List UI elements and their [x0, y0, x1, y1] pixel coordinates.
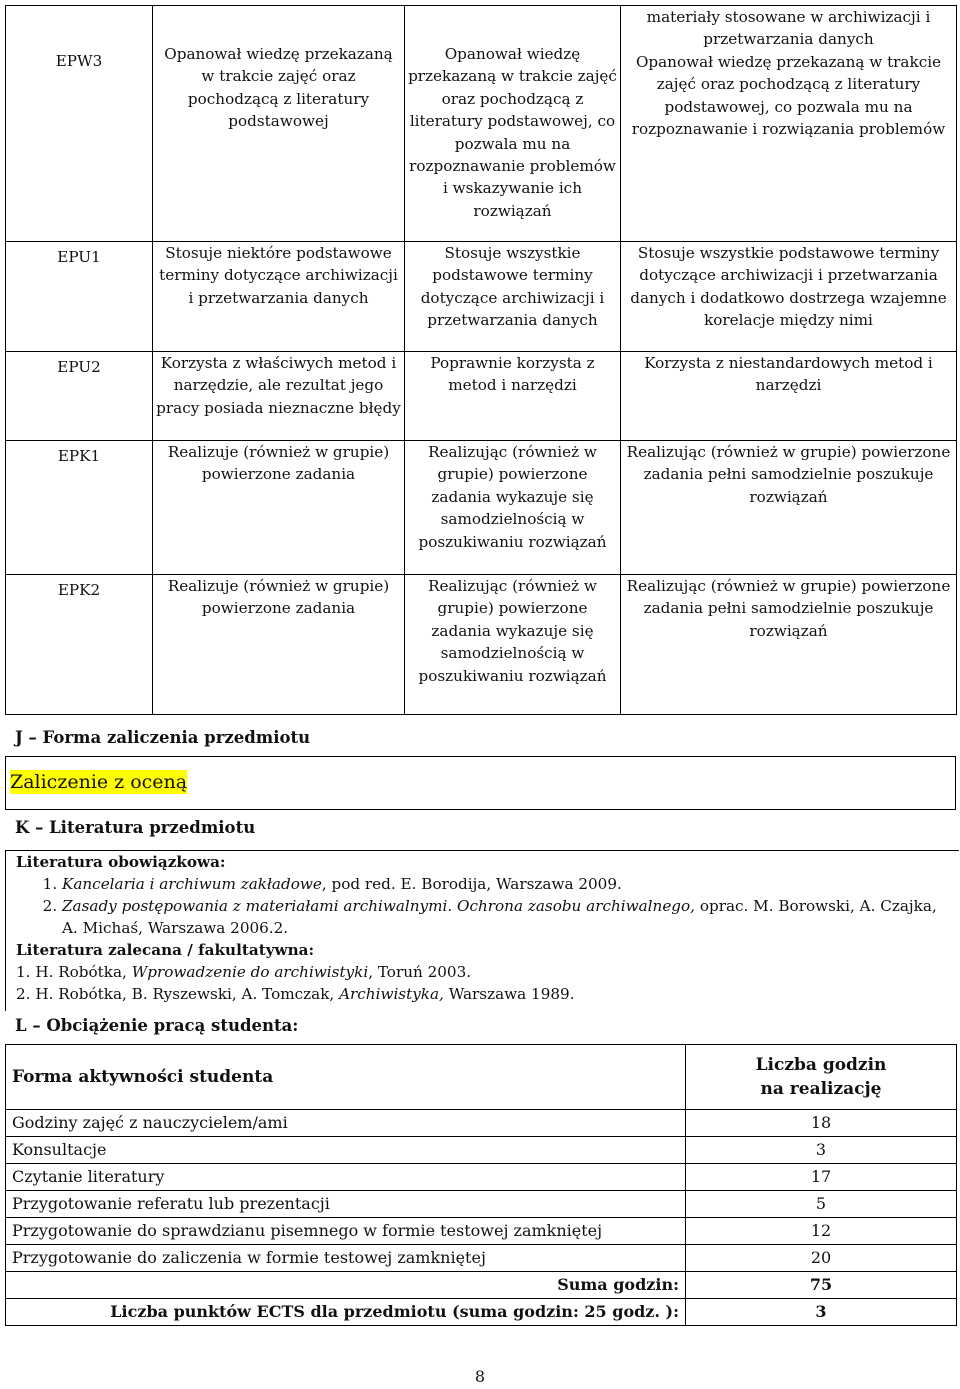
- effect-grade-4: Realizując (również w grupie) powierzone zadania wykazuje się samodzielnością w poszukiwaniu rozwiązań: [405, 441, 621, 575]
- activity-cell: Przygotowanie referatu lub prezentacji: [6, 1191, 686, 1218]
- table-row: [6, 1137, 957, 1164]
- sum-label: Suma godzin:: [6, 1272, 686, 1299]
- effect-grade-5: Stosuje wszystkie podstawowe terminy dotyczące archiwizacji i przetwarzania danych i dodatkowo dostrzega wzajemne korelacje między nimi: [621, 242, 957, 352]
- effect-grade-3: Realizuje (również w grupie) powierzone zadania: [153, 441, 405, 575]
- effect-code: EPU2: [6, 352, 153, 441]
- effect-grade-4: Poprawnie korzysta z metod i narzędzi: [405, 352, 621, 441]
- table-row: [6, 1245, 957, 1272]
- table-row: [6, 1191, 957, 1218]
- hours-cell: 18: [686, 1110, 957, 1137]
- effect-continuation-text: materiały stosowane w archiwizacji i przetwarzania danych: [646, 8, 931, 49]
- effect-grade-3: Opanował wiedzę przekazaną w trakcie zajęć oraz pochodzącą z literatury podstawowej: [153, 6, 405, 242]
- activity-cell: Konsultacje: [6, 1137, 686, 1164]
- sum-value: 75: [686, 1272, 957, 1299]
- effect-code: EPW3: [6, 6, 153, 242]
- column-header-hours: Liczba godzin na realizację: [686, 1045, 957, 1110]
- list-item: 1. H. Robótka, Wprowadzenie do archiwistyki, Toruń 2003.: [16, 963, 472, 981]
- grading-form-value: Zaliczenie z oceną: [10, 771, 188, 793]
- hours-cell: 17: [686, 1164, 957, 1191]
- section-l-heading: L – Obciążenie pracą studenta:: [15, 1016, 299, 1035]
- table-row: [6, 1164, 957, 1191]
- activity-cell: Przygotowanie do sprawdzianu pisemnego w formie testowej zamkniętej: [6, 1218, 686, 1245]
- activity-cell: Godziny zajęć z nauczycielem/ami: [6, 1110, 686, 1137]
- workload-table: [5, 1044, 957, 1326]
- ects-label: Liczba punktów ECTS dla przedmiotu (suma godzin: 25 godz. ):: [6, 1299, 686, 1326]
- section-k-heading: K – Literatura przedmiotu: [15, 818, 256, 837]
- column-header-activity: Forma aktywności studenta: [6, 1045, 686, 1110]
- literature-box: [5, 850, 959, 1011]
- section-j-box: [5, 756, 956, 810]
- effect-grade-5: [621, 6, 957, 242]
- effect-grade-5-text: Opanował wiedzę przekazaną w trakcie zajęć oraz pochodzącą z literatury podstawowej, co pozwala mu na rozpoznawanie i rozwiązania problemów: [631, 52, 946, 139]
- effect-code: EPK1: [6, 441, 153, 575]
- required-literature-list: [16, 873, 946, 939]
- effect-grade-4: Opanował wiedzę przekazaną w trakcie zajęć oraz pochodzącą z literatury podstawowej, co pozwala mu na rozpoznawanie problemów i wskazywanie ich rozwiązań: [405, 6, 621, 242]
- sum-row: [6, 1272, 957, 1299]
- effect-grade-4: Stosuje wszystkie podstawowe terminy dotyczące archiwizacji i przetwarzania danych: [405, 242, 621, 352]
- effect-code: EPK2: [6, 575, 153, 715]
- ects-row: [6, 1299, 957, 1326]
- page-number: 8: [474, 1367, 486, 1386]
- activity-cell: Przygotowanie do zaliczenia w formie testowej zamkniętej: [6, 1245, 686, 1272]
- required-literature-label: Literatura obowiązkowa:: [16, 853, 226, 871]
- effect-grade-5: Realizując (również w grupie) powierzone zadania pełni samodzielnie poszukuje rozwiązań: [621, 575, 957, 715]
- effect-grade-3: Stosuje niektóre podstawowe terminy dotyczące archiwizacji i przetwarzania danych: [153, 242, 405, 352]
- effect-grade-5: Realizując (również w grupie) powierzone zadania pełni samodzielnie poszukuje rozwiązań: [621, 441, 957, 575]
- effect-code: EPU1: [6, 242, 153, 352]
- effect-grade-5: Korzysta z niestandardowych metod i narzędzi: [621, 352, 957, 441]
- effect-grade-4: Realizując (również w grupie) powierzone zadania wykazuje się samodzielnością w poszukiwaniu rozwiązań: [405, 575, 621, 715]
- hours-cell: 20: [686, 1245, 957, 1272]
- effect-grade-3: Realizuje (również w grupie) powierzone zadania: [153, 575, 405, 715]
- hours-cell: 5: [686, 1191, 957, 1218]
- hours-cell: 12: [686, 1218, 957, 1245]
- list-item: 2. Zasady postępowania z materiałami archiwalnymi. Ochrona zasobu archiwalnego, oprac. M. Borowski, A. Czajka, A. Michaś, Warszawa 2006.2.: [62, 895, 946, 939]
- table-row: [6, 1110, 957, 1137]
- recommended-literature-label: Literatura zalecana / fakultatywna:: [16, 941, 315, 959]
- list-item: 2. H. Robótka, B. Ryszewski, A. Tomczak, Archiwistyka, Warszawa 1989.: [16, 985, 575, 1003]
- list-item: 1. Kancelaria i archiwum zakładowe, pod red. E. Borodija, Warszawa 2009.: [62, 873, 946, 895]
- table-row: [6, 1218, 957, 1245]
- section-j-heading: J – Forma zaliczenia przedmiotu: [15, 728, 311, 747]
- ects-value: 3: [686, 1299, 957, 1326]
- activity-cell: Czytanie literatury: [6, 1164, 686, 1191]
- effect-grade-3: Korzysta z właściwych metod i narzędzie, ale rezultat jego pracy posiada nieznaczne błędy: [153, 352, 405, 441]
- hours-cell: 3: [686, 1137, 957, 1164]
- learning-effects-table: [5, 5, 957, 715]
